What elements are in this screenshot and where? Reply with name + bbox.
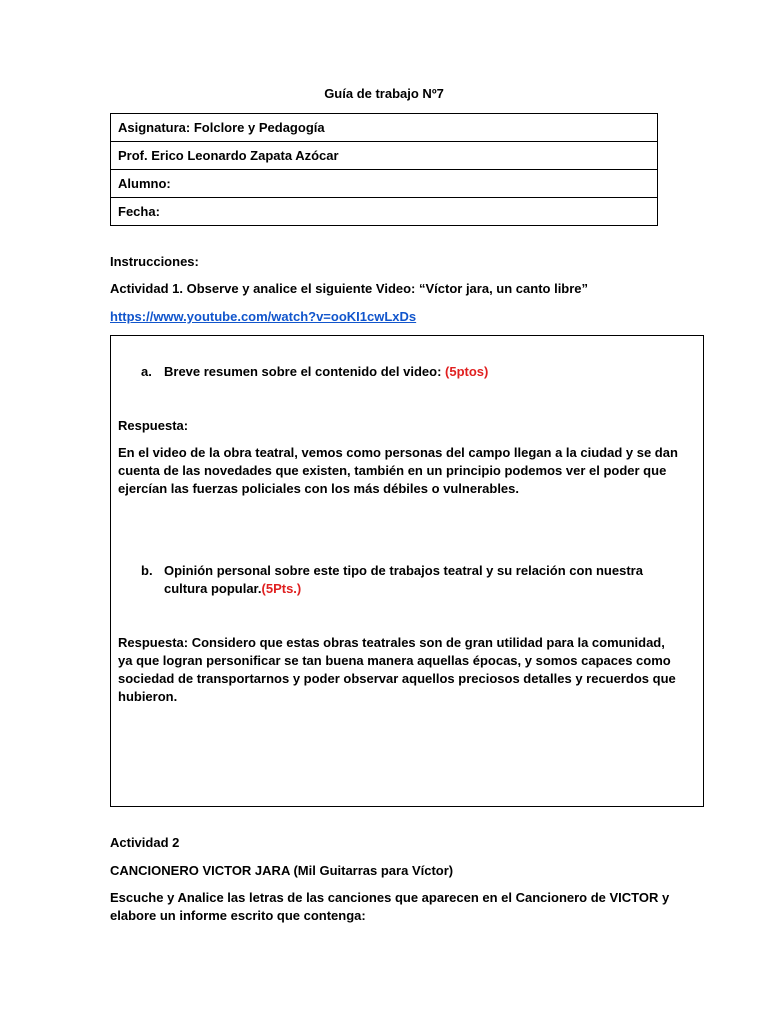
answer-a-text: En el video de la obra teatral, vemos como personas del campo llegan a la ciudad y se dan cuenta de las novedades que existen, también en un principio podemos ver el poder que ejercían las fuerzas policiales con los más débiles o vulnerables.: [118, 445, 678, 496]
question-b: [164, 562, 674, 598]
question-a-points: (5ptos): [445, 364, 489, 379]
activity2-text: Escuche y Analice las letras de las canciones que aparecen en el Cancionero de VICTOR y elabore un informe escrito que contenga:: [110, 890, 670, 923]
question-a-marker: a.: [141, 364, 152, 379]
table-row: [111, 114, 658, 142]
question-b-marker: b.: [141, 563, 153, 578]
student-cell: Alumno:: [111, 170, 658, 198]
professor-cell: Prof. Erico Leonardo Zapata Azócar: [111, 142, 658, 170]
activity1-answer-box: [110, 335, 704, 807]
activity2-heading: Actividad 2: [110, 835, 180, 850]
table-row: [111, 170, 658, 198]
activity1-heading: Actividad 1. Observe y analice el siguiente Video: “Víctor jara, un canto libre”: [110, 281, 589, 296]
question-a: [164, 363, 684, 381]
video-link[interactable]: https://www.youtube.com/watch?v=ooKI1cwLxDs: [110, 309, 417, 324]
date-cell: Fecha:: [111, 198, 658, 226]
subject-cell: Asignatura: Folclore y Pedagogía: [111, 114, 658, 142]
table-row: [111, 142, 658, 170]
instructions-label: Instrucciones:: [110, 254, 199, 269]
page-title: Guía de trabajo Nº7: [324, 86, 444, 101]
question-b-points: (5Pts.): [261, 581, 302, 596]
answer-a-label: Respuesta:: [118, 418, 189, 433]
answer-b-text: Respuesta: Considero que estas obras teatrales son de gran utilidad para la comunidad, ya que logran personificar se tan buena manera aquellas épocas, y somos capaces como sociedad de transportarnos y poder observar aquellos preciosos detalles y recuerdos que hubieron.: [118, 635, 676, 704]
info-table: [110, 113, 658, 226]
activity2-subheading: CANCIONERO VICTOR JARA (Mil Guitarras para Víctor): [110, 863, 454, 878]
table-row: [111, 198, 658, 226]
question-a-text: Breve resumen sobre el contenido del video:: [164, 364, 446, 379]
question-b-text: Opinión personal sobre este tipo de trabajos teatral y su relación con nuestra cultura popular.: [164, 563, 643, 596]
